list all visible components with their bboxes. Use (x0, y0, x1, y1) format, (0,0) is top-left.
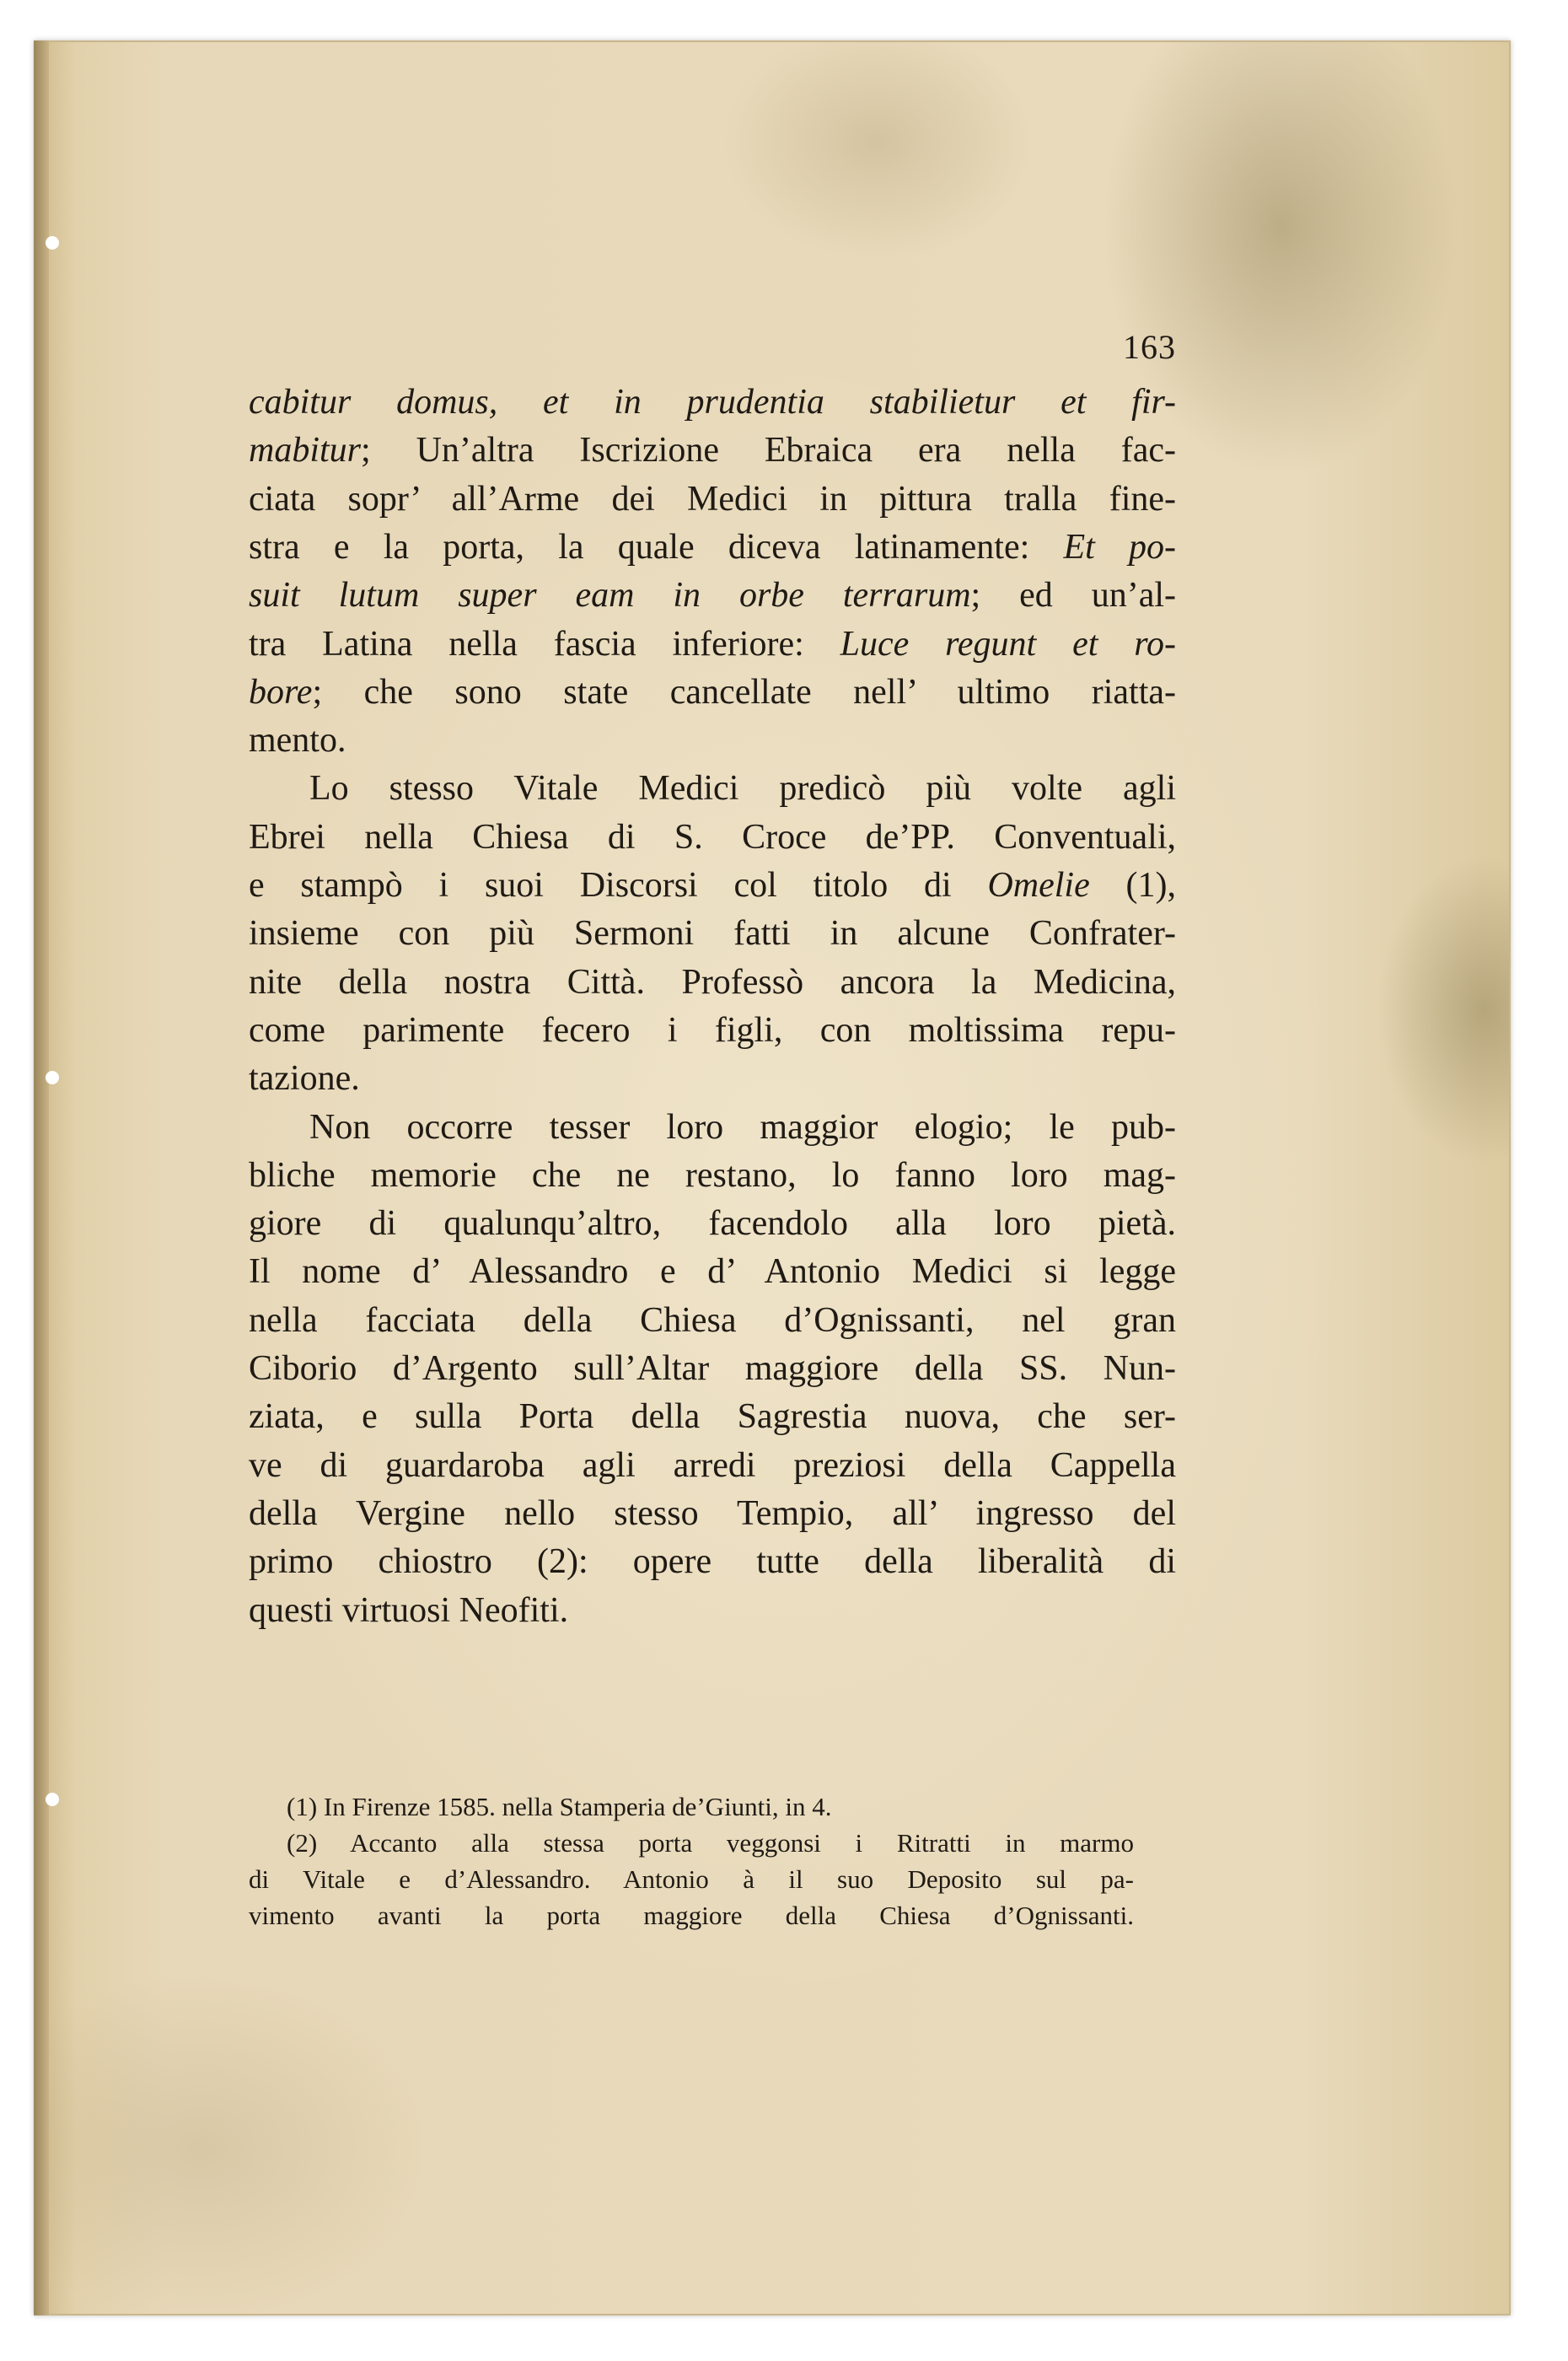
roman-text: giore di qualunqu’altro, facendolo alla loro pietà. (249, 1204, 1176, 1244)
sewing-hole (46, 236, 59, 250)
roman-text: tazione. (249, 1059, 360, 1099)
italic-text: Et po- (1063, 527, 1177, 567)
italic-text: bore (249, 672, 313, 712)
roman-text: tra Latina nella fascia inferiore: (249, 624, 840, 664)
italic-text: cabitur domus, et in prudentia stabilietur et fir- (249, 383, 1176, 422)
body-line (249, 523, 1176, 572)
body-line (249, 1586, 1176, 1635)
roman-text: Il nome d’ Alessandro e d’ Antonio Medici si legge (249, 1252, 1176, 1292)
roman-text: insieme con più Sermoni fatti in alcune Confrater- (249, 914, 1176, 954)
body-line (249, 1199, 1176, 1248)
sewing-hole (46, 1793, 59, 1806)
book-page (34, 40, 1511, 2315)
roman-text: ; Un’altra Iscrizione Ebraica era nella fac- (361, 431, 1176, 471)
roman-text: stra e la porta, la quale diceva latinamente: (249, 527, 1064, 567)
roman-text: Lo stesso Vitale Medici predicò più volte agli (309, 769, 1176, 809)
body-line (249, 1247, 1176, 1296)
roman-text: e stampò i suoi Discorsi col titolo di (249, 866, 988, 905)
roman-text: ; ed un’al- (970, 576, 1176, 616)
body-line (249, 1151, 1176, 1200)
body-line (249, 1489, 1176, 1538)
body-line (249, 1296, 1176, 1345)
roman-text: Ciborio d’Argento sull’Altar maggiore della SS. Nun- (249, 1349, 1176, 1388)
roman-text: Ebrei nella Chiesa di S. Croce de’PP. Conventuali, (249, 817, 1176, 857)
body-line (249, 909, 1176, 958)
page-number: 163 (1123, 328, 1176, 366)
body-line (249, 668, 1176, 717)
body-line (249, 1006, 1176, 1055)
body-line (249, 1344, 1176, 1393)
body-line (249, 475, 1176, 524)
body-line (249, 861, 1176, 910)
body-line (249, 571, 1176, 620)
roman-text: mento. (249, 721, 346, 761)
roman-text: ve di guardaroba agli arredi preziosi della Cappella (249, 1445, 1176, 1485)
roman-text: ziata, e sulla Porta della Sagrestia nuova, che ser- (249, 1397, 1176, 1437)
roman-text: come parimente fecero i figli, con moltissima repu- (249, 1010, 1176, 1050)
footnote-line: di Vitale e d’Alessandro. Antonio à il suo Deposito sul pa- (249, 1864, 1134, 1894)
roman-text: bliche memorie che ne restano, lo fanno loro mag- (249, 1155, 1176, 1195)
body-line (249, 813, 1176, 862)
body-line (249, 1537, 1176, 1586)
italic-text: suit lutum super eam in orbe terrarum (249, 576, 971, 616)
body-line (249, 958, 1176, 1007)
footnote-line: vimento avanti la porta maggiore della Chiesa d’Ognissanti. (249, 1901, 1134, 1930)
body-line (309, 1103, 1176, 1152)
roman-text: nella facciata della Chiesa d’Ognissanti, nel gran (249, 1300, 1176, 1340)
roman-text: ; che sono state cancellate nell’ ultimo riatta- (312, 672, 1176, 712)
roman-text: della Vergine nello stesso Tempio, all’ ingresso del (249, 1493, 1176, 1533)
roman-text: nite della nostra Città. Professò ancora la Medicina, (249, 962, 1176, 1002)
roman-text: questi virtuosi Neofiti. (249, 1590, 569, 1630)
body-line (249, 1392, 1176, 1441)
body-line (249, 378, 1176, 427)
roman-text: primo chiostro (2): opere tutte della liberalità di (249, 1542, 1176, 1582)
italic-text: Luce regunt et ro- (840, 624, 1176, 664)
italic-text: Omelie (987, 866, 1090, 905)
italic-text: mabitur (249, 431, 362, 471)
body-line (249, 620, 1176, 669)
sewing-hole (46, 1071, 59, 1084)
body-line (249, 426, 1176, 475)
roman-text: ciata sopr’ all’Arme dei Medici in pittura tralla fine- (249, 479, 1176, 519)
footnote-line: (2) Accanto alla stessa porta veggonsi i Ritratti in marmo (287, 1828, 1134, 1858)
roman-text: (1), (1089, 866, 1176, 905)
body-line (249, 1054, 1176, 1103)
body-line (309, 764, 1176, 813)
body-line (249, 1441, 1176, 1490)
footnote-line: (1) In Firenze 1585. nella Stamperia de’Giunti, in 4. (287, 1792, 832, 1821)
binding-edge (34, 40, 49, 2315)
body-line (249, 716, 1176, 765)
roman-text: Non occorre tesser loro maggior elogio; le pub- (309, 1107, 1176, 1147)
